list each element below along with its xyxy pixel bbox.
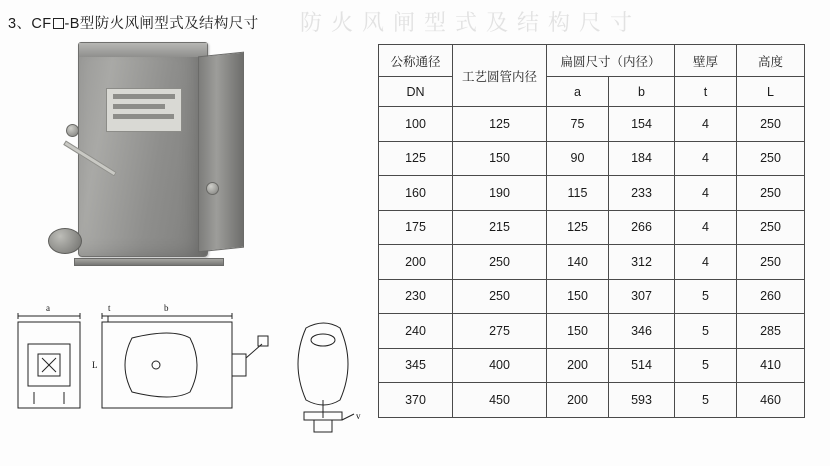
cell-t: 4 [675, 141, 737, 176]
table-row [379, 383, 805, 418]
cell-b: 593 [609, 383, 675, 418]
cell-t: 5 [675, 314, 737, 349]
technical-drawings [4, 292, 372, 452]
spec-table-container [378, 44, 805, 418]
cell-b: 514 [609, 348, 675, 383]
header-b: b [609, 77, 675, 107]
cell-pipe: 250 [453, 279, 547, 314]
spec-table [378, 44, 805, 418]
cell-a: 150 [547, 279, 609, 314]
damper-body [78, 42, 208, 257]
nameplate-line [113, 104, 165, 109]
header-wall-thickness: 壁厚 [675, 45, 737, 77]
cell-l: 250 [737, 107, 805, 142]
cell-b: 184 [609, 141, 675, 176]
cell-b: 154 [609, 107, 675, 142]
header-height: 高度 [737, 45, 805, 77]
cell-b: 266 [609, 210, 675, 245]
cell-dn: 200 [379, 245, 453, 280]
cell-pipe: 125 [453, 107, 547, 142]
label-t: t [108, 303, 111, 313]
cell-t: 5 [675, 279, 737, 314]
cell-l: 250 [737, 176, 805, 211]
cell-a: 75 [547, 107, 609, 142]
header-dn: DN [379, 77, 453, 107]
label-L: L [92, 360, 98, 370]
cell-a: 90 [547, 141, 609, 176]
cell-t: 5 [675, 383, 737, 418]
cell-pipe: 275 [453, 314, 547, 349]
empty-box-icon [53, 18, 64, 29]
cell-l: 410 [737, 348, 805, 383]
cell-l: 250 [737, 210, 805, 245]
cell-dn: 370 [379, 383, 453, 418]
cell-dn: 230 [379, 279, 453, 314]
label-b: b [164, 303, 169, 313]
header-pipe-inner-diameter: 工艺圆管内径 [453, 45, 547, 107]
cell-a: 200 [547, 383, 609, 418]
bolt-icon [66, 124, 79, 137]
cell-b: 346 [609, 314, 675, 349]
nameplate-line [113, 114, 174, 119]
table-row [379, 210, 805, 245]
header-a: a [547, 77, 609, 107]
cell-a: 140 [547, 245, 609, 280]
cell-pipe: 215 [453, 210, 547, 245]
spec-table-body [379, 107, 805, 418]
drawings-svg [4, 292, 372, 452]
cell-dn: 240 [379, 314, 453, 349]
cell-l: 250 [737, 141, 805, 176]
damper-side-panel [198, 52, 244, 253]
table-row [379, 348, 805, 383]
header-nominal-diameter: 公称通径 [379, 45, 453, 77]
cell-dn: 345 [379, 348, 453, 383]
table-row [379, 107, 805, 142]
product-photo [38, 36, 268, 266]
cell-b: 233 [609, 176, 675, 211]
table-row [379, 176, 805, 211]
section-heading [8, 12, 259, 33]
header-t: t [675, 77, 737, 107]
nameplate [106, 88, 182, 132]
cell-b: 312 [609, 245, 675, 280]
cell-dn: 125 [379, 141, 453, 176]
base-flange [74, 258, 224, 266]
watermark-text: 防火风闸型式及结构尺寸 [300, 10, 642, 35]
cell-a: 125 [547, 210, 609, 245]
cell-t: 4 [675, 176, 737, 211]
cell-b: 307 [609, 279, 675, 314]
table-row [379, 279, 805, 314]
cell-dn: 175 [379, 210, 453, 245]
cell-a: 200 [547, 348, 609, 383]
cell-dn: 100 [379, 107, 453, 142]
counterweight-knob [48, 228, 82, 254]
table-header-row-1 [379, 45, 805, 77]
cell-pipe: 250 [453, 245, 547, 280]
label-a: a [46, 303, 50, 313]
cell-a: 115 [547, 176, 609, 211]
header-l: L [737, 77, 805, 107]
cell-l: 285 [737, 314, 805, 349]
cell-t: 4 [675, 245, 737, 280]
cell-pipe: 450 [453, 383, 547, 418]
heading-suffix: -B型防火风闸型式及结构尺寸 [64, 16, 259, 32]
label-v: v [356, 411, 361, 421]
cell-pipe: 400 [453, 348, 547, 383]
cell-pipe: 190 [453, 176, 547, 211]
table-header-row-2 [379, 77, 805, 107]
cell-l: 460 [737, 383, 805, 418]
cell-t: 5 [675, 348, 737, 383]
cell-l: 250 [737, 245, 805, 280]
table-row [379, 314, 805, 349]
table-row [379, 141, 805, 176]
heading-prefix: 3、CF [8, 16, 52, 32]
table-row [379, 245, 805, 280]
cell-pipe: 150 [453, 141, 547, 176]
cell-t: 4 [675, 107, 737, 142]
cell-l: 260 [737, 279, 805, 314]
header-oval-size: 扁圆尺寸（内径） [547, 45, 675, 77]
bolt-icon [206, 182, 219, 195]
cell-t: 4 [675, 210, 737, 245]
nameplate-line [113, 94, 175, 99]
cell-dn: 160 [379, 176, 453, 211]
cell-a: 150 [547, 314, 609, 349]
